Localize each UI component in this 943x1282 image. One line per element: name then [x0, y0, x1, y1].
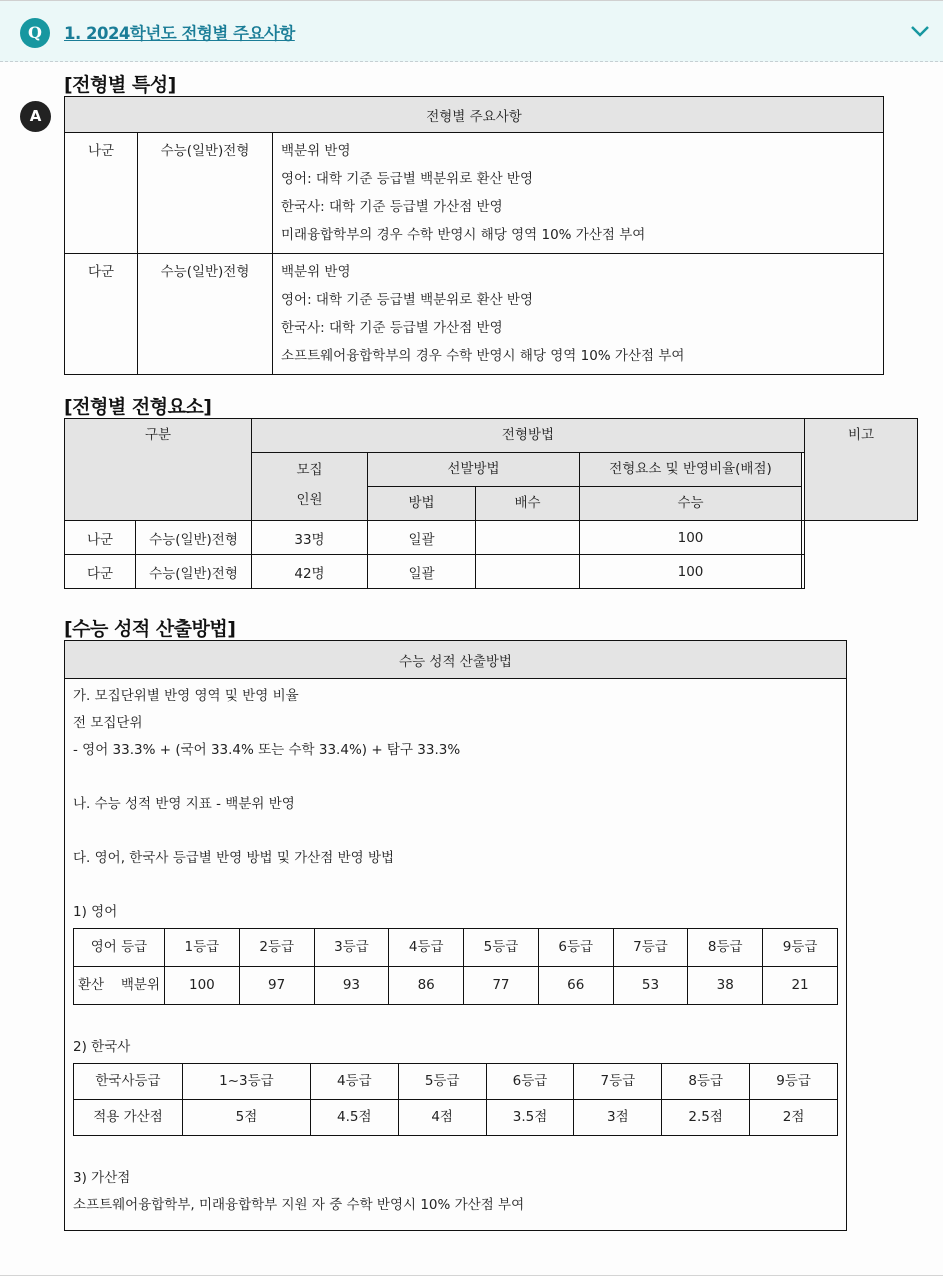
- item-a-line1: 전 모집단위: [73, 715, 143, 731]
- section-title-elements: [전형별 전형요소]: [64, 396, 212, 418]
- table-row: [65, 555, 918, 589]
- description-line: 영어: 대학 기준 등급별 백분위로 환산 반영: [281, 292, 533, 308]
- value-cell: 66: [538, 967, 613, 1005]
- grade-cell: 4등급: [310, 1064, 398, 1100]
- value-cell: 2.5점: [662, 1100, 750, 1136]
- description-line: 미래융합학부의 경우 수학 반영시 해당 영역 10% 가산점 부여: [281, 227, 646, 243]
- value-cell: 100: [165, 967, 240, 1005]
- grade-cell: 7등급: [613, 929, 688, 967]
- value-cell: 3.5점: [486, 1100, 574, 1136]
- grade-cell: 5등급: [464, 929, 539, 967]
- value-cell: 86: [389, 967, 464, 1005]
- chevron-down-icon[interactable]: [910, 23, 930, 39]
- item-b-title: 나. 수능 성적 반영 지표 - 백분위 반영: [73, 796, 295, 812]
- multiple-cell: [476, 555, 580, 589]
- table-header: 수능 성적 산출방법: [65, 641, 847, 679]
- group-cell: 다군: [65, 254, 138, 375]
- header-selection: 선발방법: [368, 453, 580, 487]
- table-row: [65, 521, 918, 555]
- answer-badge: A: [20, 101, 51, 132]
- section-title-calculation: [수능 성적 산출방법]: [64, 618, 236, 640]
- history-title: 2) 한국사: [73, 1039, 131, 1055]
- value-cell: 4점: [398, 1100, 486, 1136]
- description-line: 한국사: 대학 기준 등급별 가산점 반영: [281, 320, 503, 336]
- description-cell: [273, 133, 884, 254]
- type-cell: 수능(일반)전형: [136, 555, 252, 589]
- value-cell: 93: [314, 967, 389, 1005]
- note-cell: [802, 555, 805, 589]
- item-a-title: 가. 모집단위별 반영 영역 및 반영 비율: [73, 688, 299, 704]
- description-line: 백분위 반영: [281, 264, 351, 280]
- bonus-text: 소프트웨어융합학부, 미래융합학부 지원 자 중 수학 반영시 10% 가산점 부여: [73, 1197, 525, 1213]
- description-cell: [273, 254, 884, 375]
- header-recruit-line2: 인원: [296, 492, 323, 508]
- header-category: 구분: [65, 419, 252, 521]
- type-cell: 수능(일반)전형: [136, 521, 252, 555]
- row-header: 환산 백분위: [74, 967, 165, 1005]
- question-title-link[interactable]: 1. 2024학년도 전형별 주요사항: [64, 24, 295, 43]
- value-cell: 4.5점: [310, 1100, 398, 1136]
- table-row: [74, 929, 838, 967]
- way-cell: 일괄: [368, 555, 476, 589]
- value-cell: 2점: [750, 1100, 838, 1136]
- header-elements: 전형요소 및 반영비율(배점): [580, 453, 802, 487]
- grade-cell: 4등급: [389, 929, 464, 967]
- grade-cell: 9등급: [750, 1064, 838, 1100]
- value-cell: 3점: [574, 1100, 662, 1136]
- calculation-table: [64, 640, 847, 1231]
- value-cell: 21: [763, 967, 838, 1005]
- table-row: [74, 1100, 838, 1136]
- grade-cell: 6등급: [538, 929, 613, 967]
- grade-cell: 7등급: [574, 1064, 662, 1100]
- header-recruit: [252, 453, 368, 521]
- description-line: 한국사: 대학 기준 등급별 가산점 반영: [281, 199, 503, 215]
- grade-cell: 1등급: [165, 929, 240, 967]
- history-grade-table: [73, 1063, 838, 1136]
- grade-cell: 5등급: [398, 1064, 486, 1100]
- group-cell: 나군: [65, 521, 136, 555]
- calculation-body: [65, 679, 847, 1231]
- header-recruit-line1: 모집: [296, 462, 323, 478]
- value-cell: 97: [239, 967, 314, 1005]
- multiple-cell: [476, 521, 580, 555]
- table-header: 전형별 주요사항: [65, 97, 884, 133]
- type-cell: 수능(일반)전형: [138, 133, 273, 254]
- bonus-title: 3) 가산점: [73, 1170, 131, 1186]
- count-cell: 42명: [252, 555, 368, 589]
- table-row: [65, 254, 884, 375]
- grade-cell: 9등급: [763, 929, 838, 967]
- header-way: 방법: [368, 487, 476, 521]
- grade-cell: 1~3등급: [183, 1064, 311, 1100]
- question-header[interactable]: [0, 0, 943, 62]
- grade-cell: 8등급: [688, 929, 763, 967]
- csat-cell: 100: [580, 555, 802, 589]
- row-header: 한국사등급: [74, 1064, 183, 1100]
- grade-cell: 2등급: [239, 929, 314, 967]
- value-cell: 5점: [183, 1100, 311, 1136]
- grade-cell: 6등급: [486, 1064, 574, 1100]
- elements-table: [64, 418, 918, 589]
- header-method: 전형방법: [252, 419, 805, 453]
- section-title-characteristics: [전형별 특성]: [64, 74, 176, 96]
- english-grade-table: [73, 928, 838, 1005]
- table-row: [65, 133, 884, 254]
- english-title: 1) 영어: [73, 904, 118, 920]
- value-cell: 53: [613, 967, 688, 1005]
- characteristics-table: [64, 96, 884, 375]
- row-header: 영어 등급: [74, 929, 165, 967]
- value-cell: 38: [688, 967, 763, 1005]
- group-cell: 다군: [65, 555, 136, 589]
- group-cell: 나군: [65, 133, 138, 254]
- table-row: [74, 967, 838, 1005]
- question-badge: Q: [20, 18, 50, 48]
- header-multiple: 배수: [476, 487, 580, 521]
- note-cell: [802, 521, 805, 555]
- description-line: 영어: 대학 기준 등급별 백분위로 환산 반영: [281, 171, 533, 187]
- table-row: [74, 1064, 838, 1100]
- count-cell: 33명: [252, 521, 368, 555]
- header-note: 비고: [805, 419, 918, 521]
- row-header: 적용 가산점: [74, 1100, 183, 1136]
- item-a-line2: - 영어 33.3% + (국어 33.4% 또는 수학 33.4%) + 탐구 33.3%: [73, 742, 461, 758]
- description-line: 소프트웨어융합학부의 경우 수학 반영시 해당 영역 10% 가산점 부여: [281, 348, 685, 364]
- description-line: 백분위 반영: [281, 143, 351, 159]
- grade-cell: 3등급: [314, 929, 389, 967]
- value-cell: 77: [464, 967, 539, 1005]
- item-c-title: 다. 영어, 한국사 등급별 반영 방법 및 가산점 반영 방법: [73, 850, 395, 866]
- header-csat: 수능: [580, 487, 802, 521]
- grade-cell: 8등급: [662, 1064, 750, 1100]
- type-cell: 수능(일반)전형: [138, 254, 273, 375]
- way-cell: 일괄: [368, 521, 476, 555]
- csat-cell: 100: [580, 521, 802, 555]
